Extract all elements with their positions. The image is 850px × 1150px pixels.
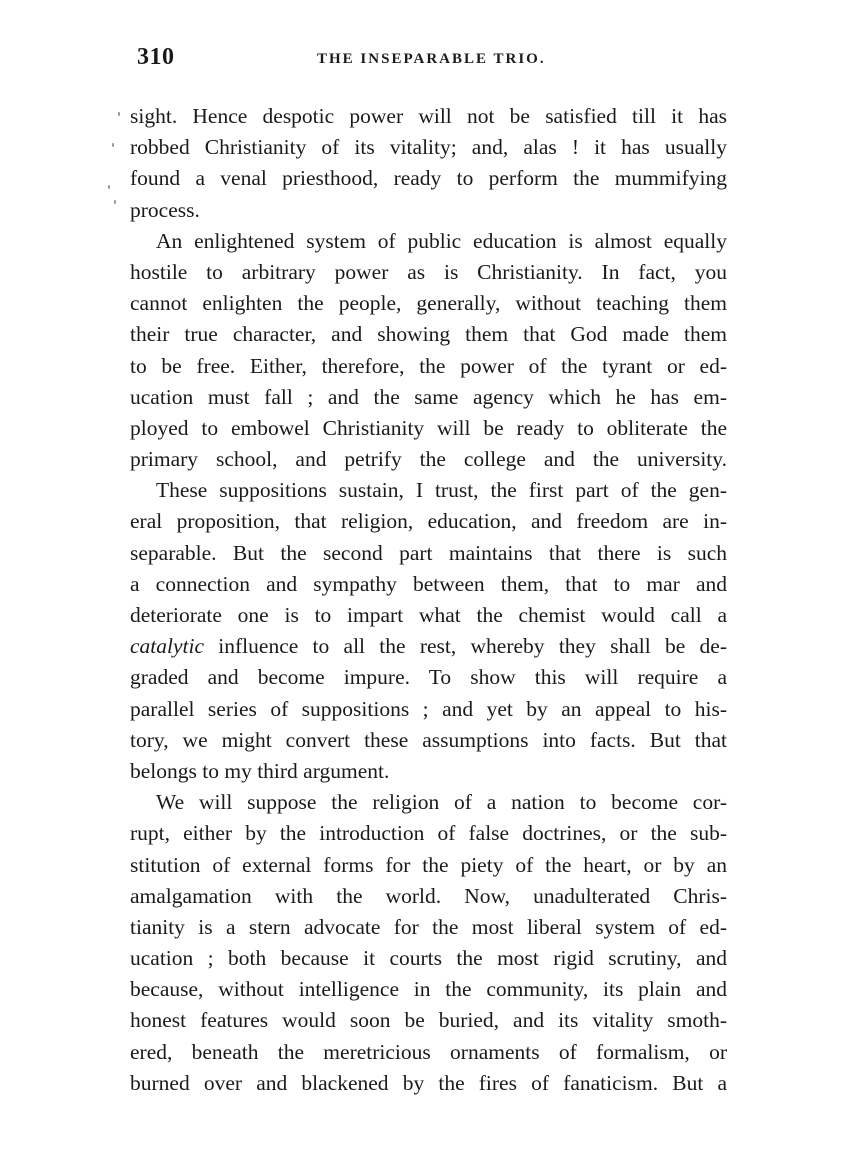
text-line xyxy=(130,226,727,257)
line-text: a connection and sympathy between them, that to mar and xyxy=(130,571,727,596)
text-line xyxy=(130,351,727,382)
line-text: deteriorate one is to impart what the chemist would call a xyxy=(130,603,727,627)
text-line xyxy=(130,662,727,693)
running-head: THE INSEPARABLE TRIO. xyxy=(317,51,546,67)
text-line xyxy=(130,257,727,288)
text-line xyxy=(130,725,727,756)
line-text: separable. But the second part maintains that there is such xyxy=(130,540,727,565)
text-line xyxy=(130,1037,727,1068)
text-line xyxy=(130,881,727,912)
print-speck xyxy=(112,143,114,147)
page-number: 310 xyxy=(137,44,175,70)
text-line xyxy=(130,974,727,1005)
line-text: process. xyxy=(130,197,200,222)
text-line xyxy=(130,1005,727,1036)
line-text: hostile to arbitrary power as is Christianity. In fact, you xyxy=(130,259,727,284)
line-text: We will suppose the religion of a nation to become cor- xyxy=(156,790,727,815)
line-text: amalgamation with the world. Now, unadulterated Chris- xyxy=(130,883,727,908)
print-speck xyxy=(108,185,110,189)
line-text: cannot enlighten the people, generally, without teaching them xyxy=(130,291,727,316)
page-header xyxy=(137,44,727,78)
text-line xyxy=(130,818,727,849)
line-text: to be free. Either, therefore, the power of the tyrant or ed- xyxy=(130,353,727,378)
text-line xyxy=(130,787,727,818)
text-line xyxy=(130,288,727,319)
line-text: sight. Hence despotic power will not be satisfied till it has xyxy=(130,104,727,128)
line-text: their true character, and showing them that God made them xyxy=(130,322,727,347)
line-text: primary school, and petrify the college and the university. xyxy=(130,447,727,472)
text-line xyxy=(130,600,727,631)
print-speck xyxy=(114,200,116,204)
line-text: rupt, either by the introduction of false doctrines, or the sub- xyxy=(130,821,727,846)
line-text: An enlightened system of public education is almost equally xyxy=(156,228,727,253)
line-text: parallel series of suppositions ; and yet by an appeal to his- xyxy=(130,696,727,721)
body-text xyxy=(130,101,727,1099)
line-text: because, without intelligence in the community, its plain and xyxy=(130,977,727,1002)
text-line xyxy=(130,756,727,787)
line-text: found a venal priesthood, ready to perform the mummifying xyxy=(130,166,727,191)
text-line xyxy=(130,132,727,163)
text-line xyxy=(130,1068,727,1099)
italic-word: catalytic xyxy=(130,634,205,659)
line-text: ployed to embowel Christianity will be ready to obliterate the xyxy=(130,415,727,440)
text-line xyxy=(130,101,727,132)
text-line xyxy=(130,506,727,537)
line-text: ucation ; both because it courts the most rigid scrutiny, and xyxy=(130,946,727,971)
text-line xyxy=(130,569,727,600)
text-line xyxy=(130,319,727,350)
line-text: eral proposition, that religion, education, and freedom are in- xyxy=(130,509,727,534)
line-text: These suppositions sustain, I trust, the first part of the gen- xyxy=(156,478,727,503)
line-text: stitution of external forms for the piety of the heart, or by an xyxy=(130,852,727,877)
text-line xyxy=(130,631,727,662)
text-line xyxy=(130,413,727,444)
line-text: burned over and blackened by the fires of fanaticism. But a xyxy=(130,1070,727,1095)
text-line xyxy=(130,475,727,506)
line-text: ucation must fall ; and the same agency which he has em- xyxy=(130,384,727,409)
text-line xyxy=(130,163,727,194)
text-line xyxy=(130,912,727,943)
text-line xyxy=(130,444,727,475)
line-text: honest features would soon be buried, and its vitality smoth- xyxy=(130,1008,727,1033)
line-text: ered, beneath the meretricious ornaments of formalism, or xyxy=(130,1039,727,1064)
line-text: graded and become impure. To show this will require a xyxy=(130,665,727,690)
line-text: tory, we might convert these assumptions into facts. But that xyxy=(130,727,727,752)
text-line xyxy=(130,195,727,226)
text-line xyxy=(130,538,727,569)
text-line xyxy=(130,943,727,974)
text-line xyxy=(130,850,727,881)
line-text: influence to all the rest, whereby they shall be de- xyxy=(204,634,727,659)
print-speck xyxy=(118,112,120,116)
text-line xyxy=(130,382,727,413)
line-text: belongs to my third argument. xyxy=(130,758,390,783)
line-text: robbed Christianity of its vitality; and, alas ! it has usually xyxy=(130,135,727,160)
text-line xyxy=(130,694,727,725)
line-text: tianity is a stern advocate for the most liberal system of ed- xyxy=(130,914,727,939)
